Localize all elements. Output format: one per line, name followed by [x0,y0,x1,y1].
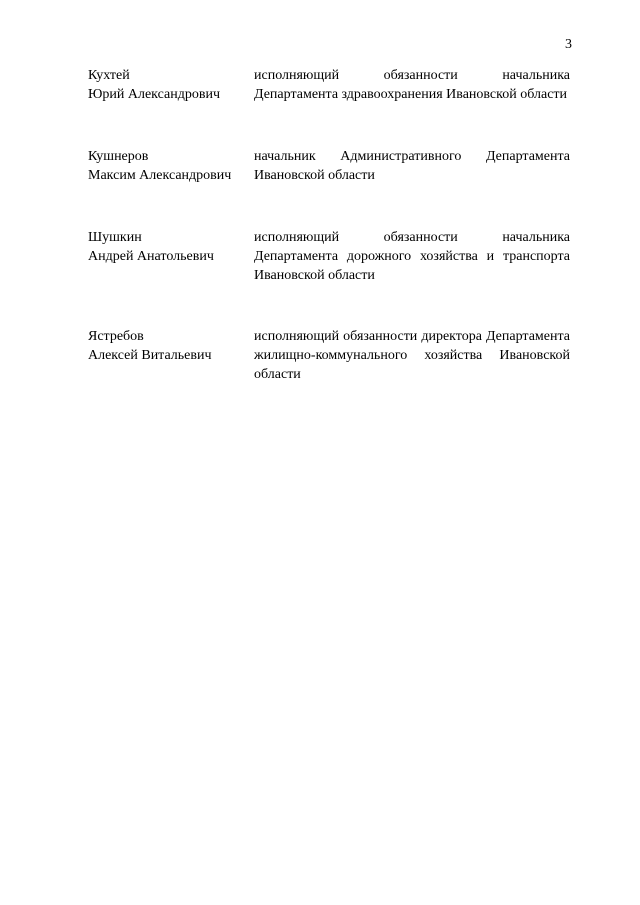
list-item [88,228,570,285]
position-title: начальник Административного Департамента Ивановской области [254,149,570,183]
position-title: исполняющий обязанности начальника Департамента здравоохранения Ивановской области [254,68,570,102]
given-names: Алексей Витальевич [88,348,212,363]
person-name [88,147,254,185]
person-name [88,228,254,285]
surname: Шушкин [88,230,142,245]
surname: Кухтей [88,68,130,83]
page-number: 3 [565,37,572,52]
list-item [88,66,570,104]
surname: Ястребов [88,329,144,344]
given-names: Юрий Александрович [88,87,220,102]
given-names: Максим Александрович [88,168,232,183]
list-item [88,147,570,185]
position-title: исполняющий обязанности директора Департамента жилищно-коммунального хозяйства Ивановской области [254,329,570,382]
surname: Кушнеров [88,149,149,164]
list-item [88,327,570,384]
officials-list [88,66,570,427]
position-title: исполняющий обязанности начальника Департамента дорожного хозяйства и транспорта Ивановской области [254,230,570,283]
person-name [88,327,254,384]
person-name [88,66,254,104]
given-names: Андрей Анатольевич [88,249,214,264]
